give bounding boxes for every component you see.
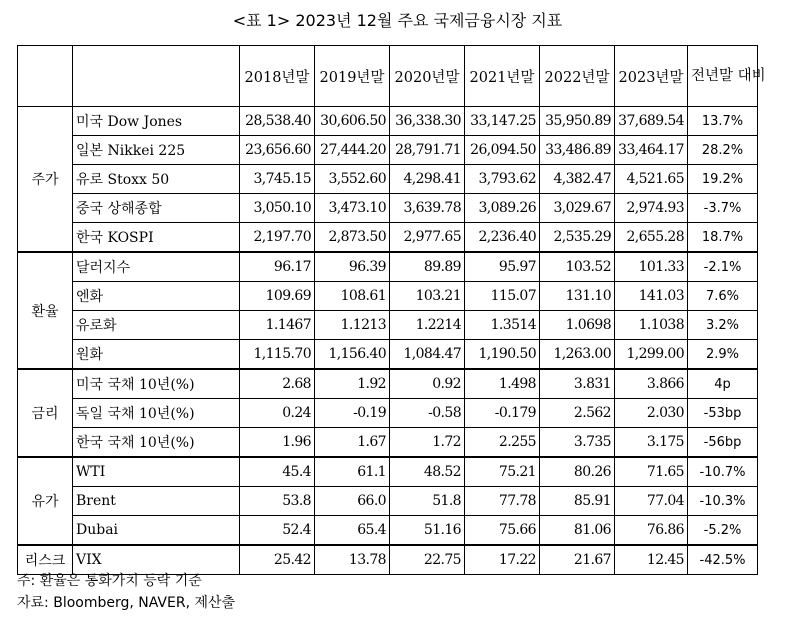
- header-row: [18, 46, 758, 107]
- indicator-name: VIX: [73, 545, 240, 575]
- column-header: 2021년말: [465, 46, 540, 107]
- value-cell: 81.06: [540, 516, 615, 546]
- value-cell: 2,236.40: [465, 223, 540, 253]
- value-cell: 30,606.50: [315, 107, 390, 136]
- indicator-name: 유로 Stoxx 50: [73, 165, 240, 194]
- value-cell: 89.89: [390, 252, 465, 282]
- value-cell: 3,639.78: [390, 194, 465, 223]
- change-cell: -53bp: [688, 399, 758, 428]
- value-cell: 2.030: [615, 399, 688, 428]
- value-cell: 1.67: [315, 428, 390, 458]
- value-cell: 13.78: [315, 545, 390, 575]
- column-header: 2022년말: [540, 46, 615, 107]
- table-row: [18, 252, 758, 282]
- value-cell: 115.07: [465, 282, 540, 311]
- indicator-name: 미국 국채 10년(%): [73, 369, 240, 399]
- column-header: 2019년말: [315, 46, 390, 107]
- value-cell: 21.67: [540, 545, 615, 575]
- value-cell: 2,873.50: [315, 223, 390, 253]
- footnote: 자료: Bloomberg, NAVER, 제산출: [17, 595, 236, 611]
- category-cell: 환율: [18, 252, 73, 369]
- value-cell: 3,793.62: [465, 165, 540, 194]
- value-cell: 48.52: [390, 457, 465, 487]
- value-cell: 51.16: [390, 516, 465, 546]
- change-cell: -2.1%: [688, 252, 758, 282]
- value-cell: 76.86: [615, 516, 688, 546]
- value-cell: 1,156.40: [315, 340, 390, 370]
- value-cell: 80.26: [540, 457, 615, 487]
- table-row: [18, 107, 758, 136]
- value-cell: 0.24: [240, 399, 315, 428]
- value-cell: 2,535.29: [540, 223, 615, 253]
- value-cell: 33,464.17: [615, 136, 688, 165]
- value-cell: 77.78: [465, 487, 540, 516]
- value-cell: 3.866: [615, 369, 688, 399]
- indicator-name: 엔화: [73, 282, 240, 311]
- change-cell: 7.6%: [688, 282, 758, 311]
- change-cell: -5.2%: [688, 516, 758, 546]
- value-cell: 1.1038: [615, 311, 688, 340]
- column-header-change: 전년말 대비: [688, 46, 758, 107]
- value-cell: 71.65: [615, 457, 688, 487]
- change-cell: 28.2%: [688, 136, 758, 165]
- value-cell: 3.175: [615, 428, 688, 458]
- column-header: 2023년말: [615, 46, 688, 107]
- value-cell: 1,115.70: [240, 340, 315, 370]
- value-cell: 2.68: [240, 369, 315, 399]
- table-row: [18, 369, 758, 399]
- table-row: [18, 311, 758, 340]
- value-cell: 1.0698: [540, 311, 615, 340]
- table-row: [18, 340, 758, 370]
- table-row: [18, 223, 758, 253]
- value-cell: 3,473.10: [315, 194, 390, 223]
- indicator-name: 달러지수: [73, 252, 240, 282]
- value-cell: 77.04: [615, 487, 688, 516]
- value-cell: 85.91: [540, 487, 615, 516]
- value-cell: 108.61: [315, 282, 390, 311]
- value-cell: 33,486.89: [540, 136, 615, 165]
- indicator-name: 유로화: [73, 311, 240, 340]
- footnotes: [17, 570, 235, 614]
- value-cell: 53.8: [240, 487, 315, 516]
- value-cell: 3,050.10: [240, 194, 315, 223]
- value-cell: 3,029.67: [540, 194, 615, 223]
- change-cell: 3.2%: [688, 311, 758, 340]
- value-cell: 51.8: [390, 487, 465, 516]
- indicator-name: 한국 국채 10년(%): [73, 428, 240, 458]
- value-cell: 95.97: [465, 252, 540, 282]
- value-cell: 28,791.71: [390, 136, 465, 165]
- value-cell: 22.75: [390, 545, 465, 575]
- value-cell: 26,094.50: [465, 136, 540, 165]
- table-title: <표 1> 2023년 12월 주요 국제금융시장 지표: [232, 11, 563, 30]
- indicator-name: 미국 Dow Jones: [73, 107, 240, 136]
- indicator-name: 원화: [73, 340, 240, 370]
- table-row: [18, 428, 758, 458]
- value-cell: 3,552.60: [315, 165, 390, 194]
- footnote: 주: 환율은 통화가치 등락 기준: [17, 573, 202, 589]
- table-body: [18, 107, 758, 575]
- column-header: 2018년말: [240, 46, 315, 107]
- indicator-name: 일본 Nikkei 225: [73, 136, 240, 165]
- value-cell: 35,950.89: [540, 107, 615, 136]
- value-cell: 4,382.47: [540, 165, 615, 194]
- change-cell: 13.7%: [688, 107, 758, 136]
- table-row: [18, 136, 758, 165]
- value-cell: 17.22: [465, 545, 540, 575]
- value-cell: 1.498: [465, 369, 540, 399]
- value-cell: 3.831: [540, 369, 615, 399]
- change-cell: 2.9%: [688, 340, 758, 370]
- change-cell: -10.3%: [688, 487, 758, 516]
- value-cell: 96.39: [315, 252, 390, 282]
- indicator-name: 중국 상해종합: [73, 194, 240, 223]
- value-cell: 1,263.00: [540, 340, 615, 370]
- value-cell: 109.69: [240, 282, 315, 311]
- table-row: [18, 516, 758, 546]
- value-cell: 103.21: [390, 282, 465, 311]
- value-cell: 28,538.40: [240, 107, 315, 136]
- value-cell: 1,190.50: [465, 340, 540, 370]
- value-cell: 96.17: [240, 252, 315, 282]
- value-cell: 1.2214: [390, 311, 465, 340]
- value-cell: 1,299.00: [615, 340, 688, 370]
- category-cell: 유가: [18, 457, 73, 545]
- category-cell: 금리: [18, 369, 73, 457]
- table-row: [18, 399, 758, 428]
- value-cell: 45.4: [240, 457, 315, 487]
- value-cell: 37,689.54: [615, 107, 688, 136]
- value-cell: 27,444.20: [315, 136, 390, 165]
- value-cell: 131.10: [540, 282, 615, 311]
- value-cell: 61.1: [315, 457, 390, 487]
- change-cell: 4p: [688, 369, 758, 399]
- change-cell: -42.5%: [688, 545, 758, 575]
- value-cell: 1.96: [240, 428, 315, 458]
- column-header: 2020년말: [390, 46, 465, 107]
- value-cell: 1.1213: [315, 311, 390, 340]
- value-cell: 25.42: [240, 545, 315, 575]
- indicator-name: 독일 국채 10년(%): [73, 399, 240, 428]
- table-row: [18, 282, 758, 311]
- value-cell: 141.03: [615, 282, 688, 311]
- value-cell: 75.66: [465, 516, 540, 546]
- value-cell: -0.179: [465, 399, 540, 428]
- market-indicators-table: [17, 45, 766, 575]
- value-cell: 2,974.93: [615, 194, 688, 223]
- table-row: [18, 457, 758, 487]
- value-cell: 65.4: [315, 516, 390, 546]
- value-cell: 1,084.47: [390, 340, 465, 370]
- indicator-name: 한국 KOSPI: [73, 223, 240, 253]
- value-cell: 2,655.28: [615, 223, 688, 253]
- value-cell: 103.52: [540, 252, 615, 282]
- value-cell: 75.21: [465, 457, 540, 487]
- value-cell: 4,298.41: [390, 165, 465, 194]
- header-blank-name: [73, 46, 240, 107]
- value-cell: 3,745.15: [240, 165, 315, 194]
- value-cell: 1.92: [315, 369, 390, 399]
- change-cell: -3.7%: [688, 194, 758, 223]
- value-cell: -0.19: [315, 399, 390, 428]
- change-cell: -56bp: [688, 428, 758, 458]
- value-cell: 2.562: [540, 399, 615, 428]
- change-cell: 19.2%: [688, 165, 758, 194]
- value-cell: 2.255: [465, 428, 540, 458]
- value-cell: 4,521.65: [615, 165, 688, 194]
- value-cell: 101.33: [615, 252, 688, 282]
- value-cell: 12.45: [615, 545, 688, 575]
- indicator-name: WTI: [73, 457, 240, 487]
- value-cell: 3,089.26: [465, 194, 540, 223]
- table-row: [18, 487, 758, 516]
- value-cell: 52.4: [240, 516, 315, 546]
- value-cell: 1.1467: [240, 311, 315, 340]
- indicator-name: Brent: [73, 487, 240, 516]
- table-row: [18, 194, 758, 223]
- value-cell: -0.58: [390, 399, 465, 428]
- value-cell: 23,656.60: [240, 136, 315, 165]
- change-cell: 18.7%: [688, 223, 758, 253]
- value-cell: 33,147.25: [465, 107, 540, 136]
- category-cell: 리스크: [18, 545, 73, 575]
- value-cell: 1.72: [390, 428, 465, 458]
- value-cell: 1.3514: [465, 311, 540, 340]
- value-cell: 66.0: [315, 487, 390, 516]
- change-cell: -10.7%: [688, 457, 758, 487]
- value-cell: 2,197.70: [240, 223, 315, 253]
- header-blank-category: [18, 46, 73, 107]
- value-cell: 3.735: [540, 428, 615, 458]
- table-row: [18, 165, 758, 194]
- indicator-name: Dubai: [73, 516, 240, 546]
- value-cell: 2,977.65: [390, 223, 465, 253]
- value-cell: 36,338.30: [390, 107, 465, 136]
- category-cell: 주가: [18, 107, 73, 253]
- value-cell: 0.92: [390, 369, 465, 399]
